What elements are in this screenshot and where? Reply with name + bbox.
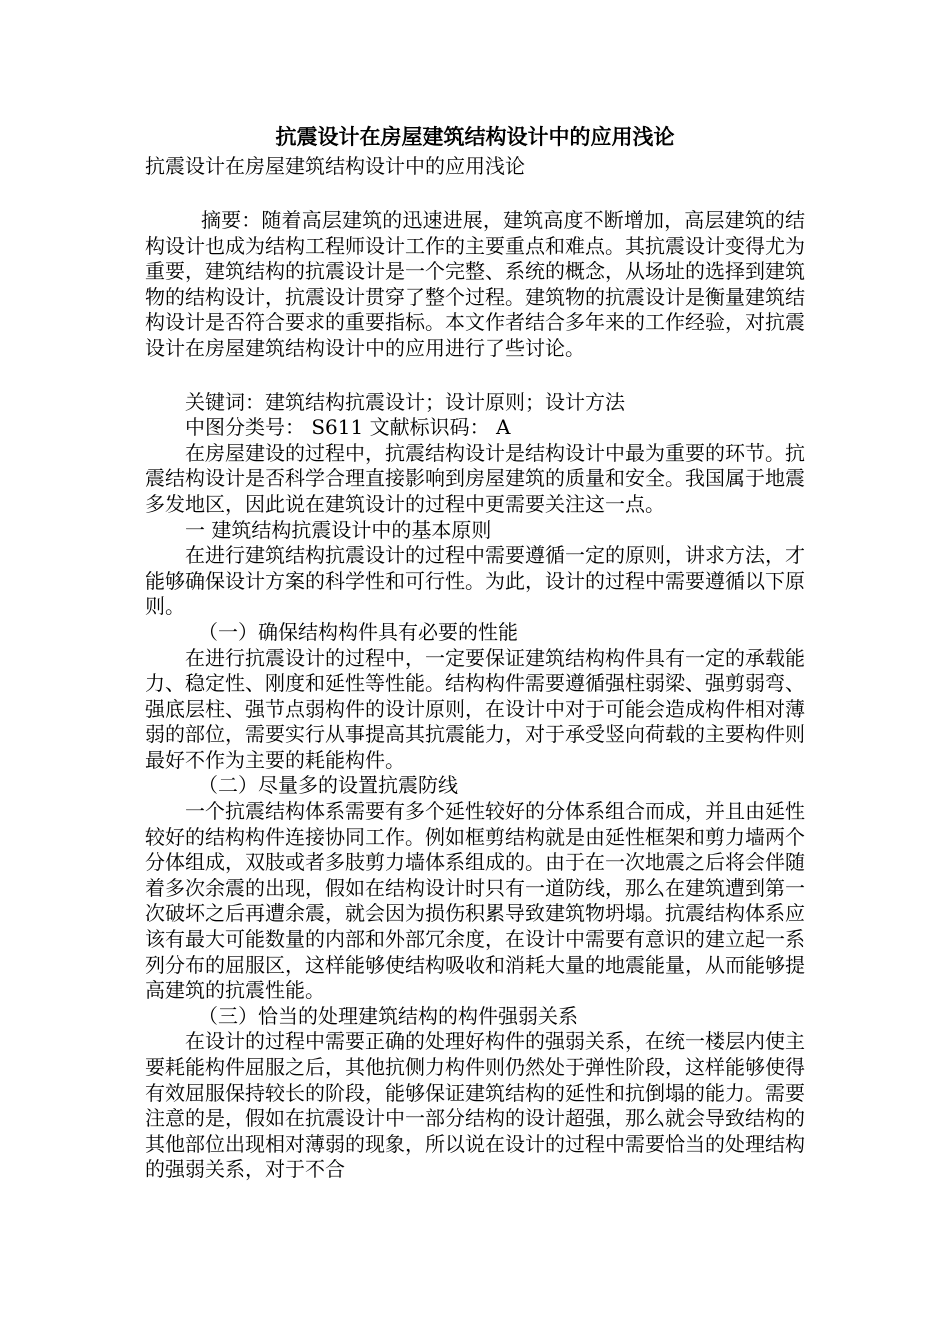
blank-line — [145, 362, 805, 390]
blank-line — [145, 180, 805, 208]
document-title: 抗震设计在房屋建筑结构设计中的应用浅论 — [275, 124, 675, 149]
subsection-1-text: 在进行抗震设计的过程中，一定要保证建筑结构构件具有一定的承载能力、稳定性、刚度和延性等性能。结构构件需要遵循强柱弱梁、强剪弱弯、强底层柱、强节点弱构件的设计原则，在设计中对于可能会造成构件相对薄弱的部位，需要实行从事提高其抗震能力，对于承受竖向荷载的主要构件则最好不作为主要的耗能构件。 — [145, 645, 805, 772]
document-body — [145, 122, 805, 1183]
section-heading-1: 一 建筑结构抗震设计中的基本原则 — [185, 517, 492, 542]
abstract-paragraph: 摘要：随着高层建筑的迅速进展，建筑高度不断增加，高层建筑的结构设计也成为结构工程师设计工作的主要重点和难点。其抗震设计变得尤为重要，建筑结构的抗震设计是一个完整、系统的概念，从场址的选择到建筑物的结构设计，抗震设计贯穿了整个过程。建筑物的抗震设计是衡量建筑结构设计是否符合要求的重要指标。本文作者结合多年来的工作经验，对抗震设计在房屋建筑结构设计中的应用进行了些讨论。 — [145, 208, 805, 360]
subsection-heading-3: （三）恰当的处理建筑结构的构件强弱关系 — [198, 1003, 578, 1028]
subsection-heading-2: （二）尽量多的设置抗震防线 — [198, 773, 458, 798]
document-subtitle: 抗震设计在房屋建筑结构设计中的应用浅论 — [145, 154, 525, 178]
subsection-2-text: 一个抗震结构体系需要有多个延性较好的分体系组合而成，并且由延性较好的结构构件连接协同工作。例如框剪结构就是由延性框架和剪力墙两个分体组成，双肢或者多肢剪力墙体系组成的。由于在一次地震之后将会伴随着多次余震的出现，假如在结构设计时只有一道防线，那么在建筑遭到第一次破坏之后再遭余震，就会因为损伤积累导致建筑物坍塌。抗震结构体系应该有最大可能数量的内部和外部冗余度，在设计中需要有意识的建立起一系列分布的屈服区，这样能够使结构吸收和消耗大量的地震能量，从而能够提高建筑的抗震性能。 — [145, 799, 805, 1003]
keywords-line: 关键词：建筑结构抗震设计；设计原则；设计方法 — [185, 389, 625, 414]
intro-paragraph: 在房屋建设的过程中，抗震结构设计是结构设计中最为重要的环节。抗震结构设计是否科学合理直接影响到房屋建筑的质量和安全。我国属于地震多发地区，因此说在建筑设计的过程中更需要关注这一点。 — [145, 440, 805, 516]
subsection-3-text: 在设计的过程中需要正确的处理好构件的强弱关系，在统一楼层内使主要耗能构件屈服之后，其他抗侧力构件则仍然处于弹性阶段，这样能够使得有效屈服保持较长的阶段，能够保证建筑结构的延性和抗倒塌的能力。需要注意的是，假如在抗震设计中一部分结构的设计超强，那么就会导致结构的其他部位出现相对薄弱的现象，所以说在设计的过程中需要恰当的处理结构的强弱关系，对于不合 — [145, 1029, 805, 1182]
classification-line: 中图分类号： S611 文献标识码： A — [185, 415, 511, 440]
section-1-intro: 在进行建筑结构抗震设计的过程中需要遵循一定的原则，讲求方法，才能够确保设计方案的科学性和可行性。为此，设计的过程中需要遵循以下原则。 — [145, 543, 805, 619]
subsection-heading-1: （一）确保结构构件具有必要的性能 — [198, 619, 518, 644]
